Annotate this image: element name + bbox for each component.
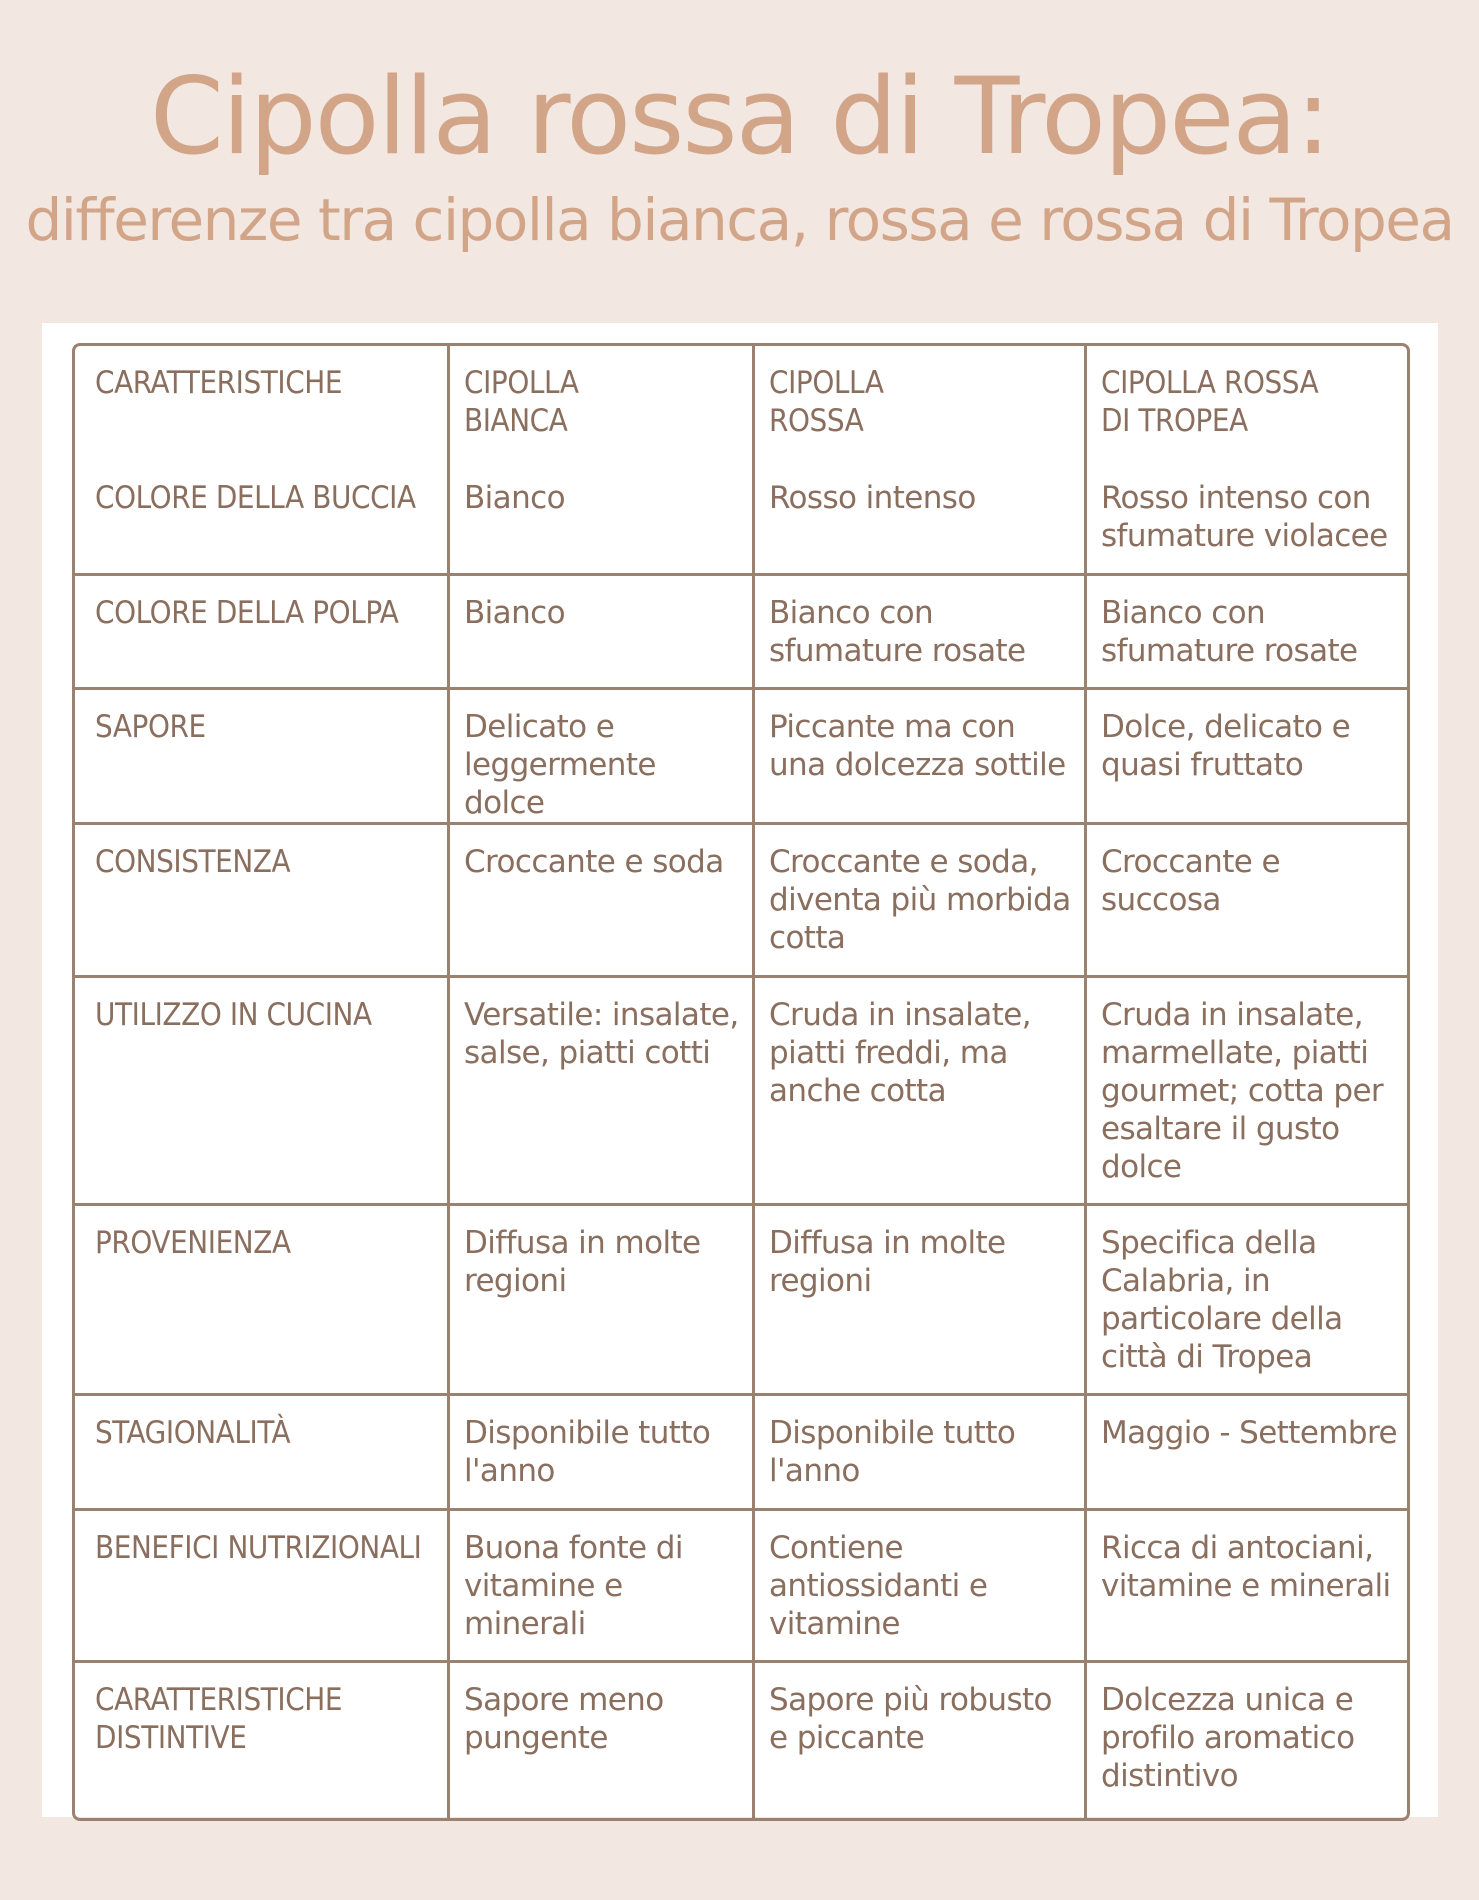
header-label: CIPOLLA ROSSA <box>769 365 884 439</box>
page-subtitle: differenze tra cipolla bianca, rossa e rossa di Tropea <box>25 186 1454 254</box>
table-row <box>75 1396 1407 1511</box>
comparison-table <box>72 343 1410 1821</box>
table-card <box>42 323 1438 1817</box>
row-label: PROVENIENZA <box>75 1206 450 1396</box>
table-cell: Contiene antiossidanti e vitamine <box>755 1511 1087 1663</box>
row-label: BENEFICI NUTRIZIONALI <box>75 1511 450 1663</box>
table-cell: Croccante e soda <box>450 825 755 978</box>
table-row <box>75 690 1407 825</box>
row-label: UTILIZZO IN CUCINA <box>75 978 450 1206</box>
table-cell: Delicato e leggermente dolce <box>450 690 755 825</box>
table-cell: Bianco con sfumature rosate <box>755 576 1087 690</box>
table-cell: Cruda in insalate, marmellate, piatti gourmet; cotta per esaltare il gusto dolce <box>1087 978 1407 1206</box>
header-label: CIPOLLA ROSSA DI TROPEA <box>1101 365 1319 439</box>
header-cell-cipolla-bianca <box>450 346 755 461</box>
table-cell: Piccante ma con una dolcezza sottile <box>755 690 1087 825</box>
table-cell: Bianco <box>450 576 755 690</box>
table-row <box>75 1663 1407 1818</box>
table-cell: Disponibile tutto l'anno <box>755 1396 1087 1511</box>
row-label: SAPORE <box>75 690 450 825</box>
table-row <box>75 825 1407 978</box>
header-cell-cipolla-rossa-tropea <box>1087 346 1407 461</box>
table-cell: Dolcezza unica e profilo aromatico distintivo <box>1101 1682 1355 1794</box>
table-row <box>75 576 1407 690</box>
table-cell: Bianco con sfumature rosate <box>1087 576 1407 690</box>
table-cell: Sapore più robusto e piccante <box>755 1663 1087 1818</box>
table-cell: Versatile: insalate, salse, piatti cotti <box>450 978 755 1206</box>
table-cell: Diffusa in molte regioni <box>450 1206 755 1396</box>
table-row <box>75 461 1407 576</box>
table-cell: Croccante e succosa <box>1087 825 1407 978</box>
row-label: STAGIONALITÀ <box>75 1396 450 1511</box>
table-cell: Croccante e soda, diventa più morbida cotta <box>755 825 1087 978</box>
page-title: Cipolla rossa di Tropea: <box>149 55 1330 178</box>
table-row <box>75 978 1407 1206</box>
table-cell: Cruda in insalate, piatti freddi, ma anche cotta <box>755 978 1087 1206</box>
table-header-row <box>75 346 1407 461</box>
table-cell: Diffusa in molte regioni <box>755 1206 1087 1396</box>
row-label: COLORE DELLA BUCCIA <box>75 461 450 576</box>
table-row <box>75 1206 1407 1396</box>
table-cell: Rosso intenso con sfumature violacee <box>1087 461 1407 576</box>
table-cell: Buona fonte di vitamine e minerali <box>450 1511 755 1663</box>
header-cell-caratteristiche <box>75 346 450 461</box>
table-cell: Bianco <box>450 461 755 576</box>
table-cell: Rosso intenso <box>755 461 1087 576</box>
header-cell-cipolla-rossa <box>755 346 1087 461</box>
row-label: CONSISTENZA <box>75 825 450 978</box>
table-cell: Specifica della Calabria, in particolare della città di Tropea <box>1087 1206 1407 1396</box>
row-label: CARATTERISTICHE DISTINTIVE <box>75 1663 450 1818</box>
table-cell: Disponibile tutto l'anno <box>450 1396 755 1511</box>
table-cell: Dolce, delicato e quasi fruttato <box>1087 690 1407 825</box>
table-cell: Maggio - Settembre <box>1087 1396 1407 1511</box>
header-label: CARATTERISTICHE <box>95 365 343 401</box>
row-label: COLORE DELLA POLPA <box>75 576 450 690</box>
table-row <box>75 1511 1407 1663</box>
table-cell: Sapore meno pungente <box>450 1663 755 1818</box>
header-label: CIPOLLA BIANCA <box>464 365 579 439</box>
table-cell: Ricca di antociani, vitamine e minerali <box>1087 1511 1407 1663</box>
